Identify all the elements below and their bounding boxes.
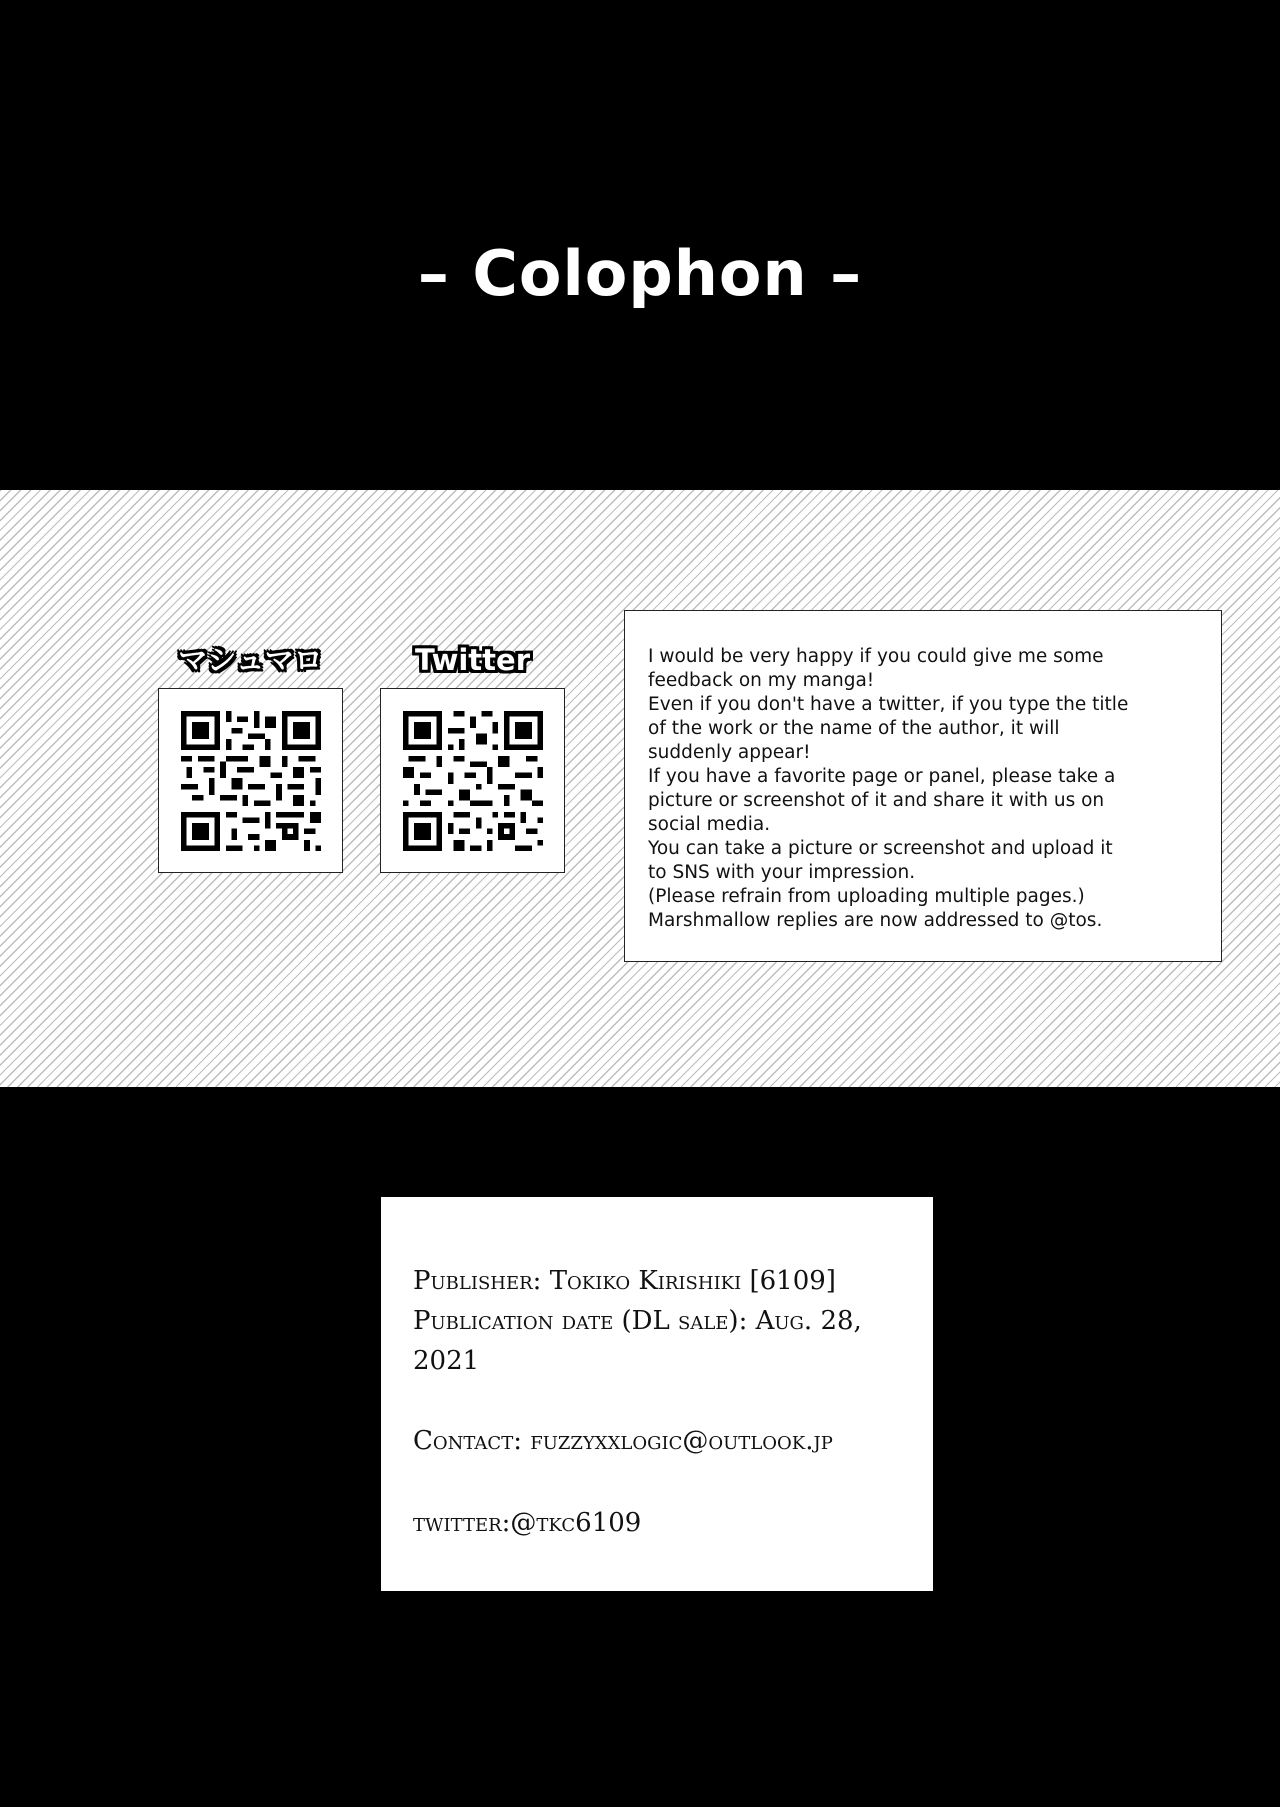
spacer (413, 1381, 933, 1421)
publication-date-year: 2021 (413, 1346, 480, 1376)
message-line: Even if you don't have a twitter, if you type the title (648, 694, 1129, 715)
spacer (413, 1461, 933, 1503)
message-line: Marshmallow replies are now addressed to @tos. (648, 910, 1103, 931)
publication-date-text: Publication date (DL sale): Aug. 28, (413, 1306, 862, 1336)
marshmallow-label: マシュマロ (178, 643, 323, 677)
twitter-handle[interactable]: twitter:@tkc6109 (413, 1508, 642, 1538)
message-line: of the work or the name of the author, it will (648, 718, 1060, 739)
message-line: If you have a favorite page or panel, please take a (648, 766, 1116, 787)
message-line: social media. (648, 814, 771, 835)
qr-code-icon (181, 711, 321, 851)
publication-info-box (381, 1197, 933, 1591)
feedback-message-box (624, 610, 1222, 962)
page-title: – Colophon – (417, 237, 863, 310)
twitter-label: Twitter (414, 643, 531, 677)
header-band (0, 0, 1280, 490)
message-line: suddenly appear! (648, 742, 811, 763)
message-line: feedback on my manga! (648, 670, 875, 691)
marshmallow-qr-card[interactable] (158, 688, 343, 873)
publisher-text: Publisher: Tokiko Kirishiki [6109] (413, 1266, 836, 1296)
message-line: (Please refrain from uploading multiple pages.) (648, 886, 1085, 907)
message-line: picture or screenshot of it and share it with us on (648, 790, 1105, 811)
message-line: You can take a picture or screenshot and upload it (648, 838, 1113, 859)
message-line: I would be very happy if you could give me some (648, 646, 1104, 667)
qr-code-icon (403, 711, 543, 851)
contact-email[interactable]: Contact: fuzzyxxlogic@outlook.jp (413, 1426, 833, 1456)
twitter-qr-card[interactable] (380, 688, 565, 873)
message-line: to SNS with your impression. (648, 862, 916, 883)
